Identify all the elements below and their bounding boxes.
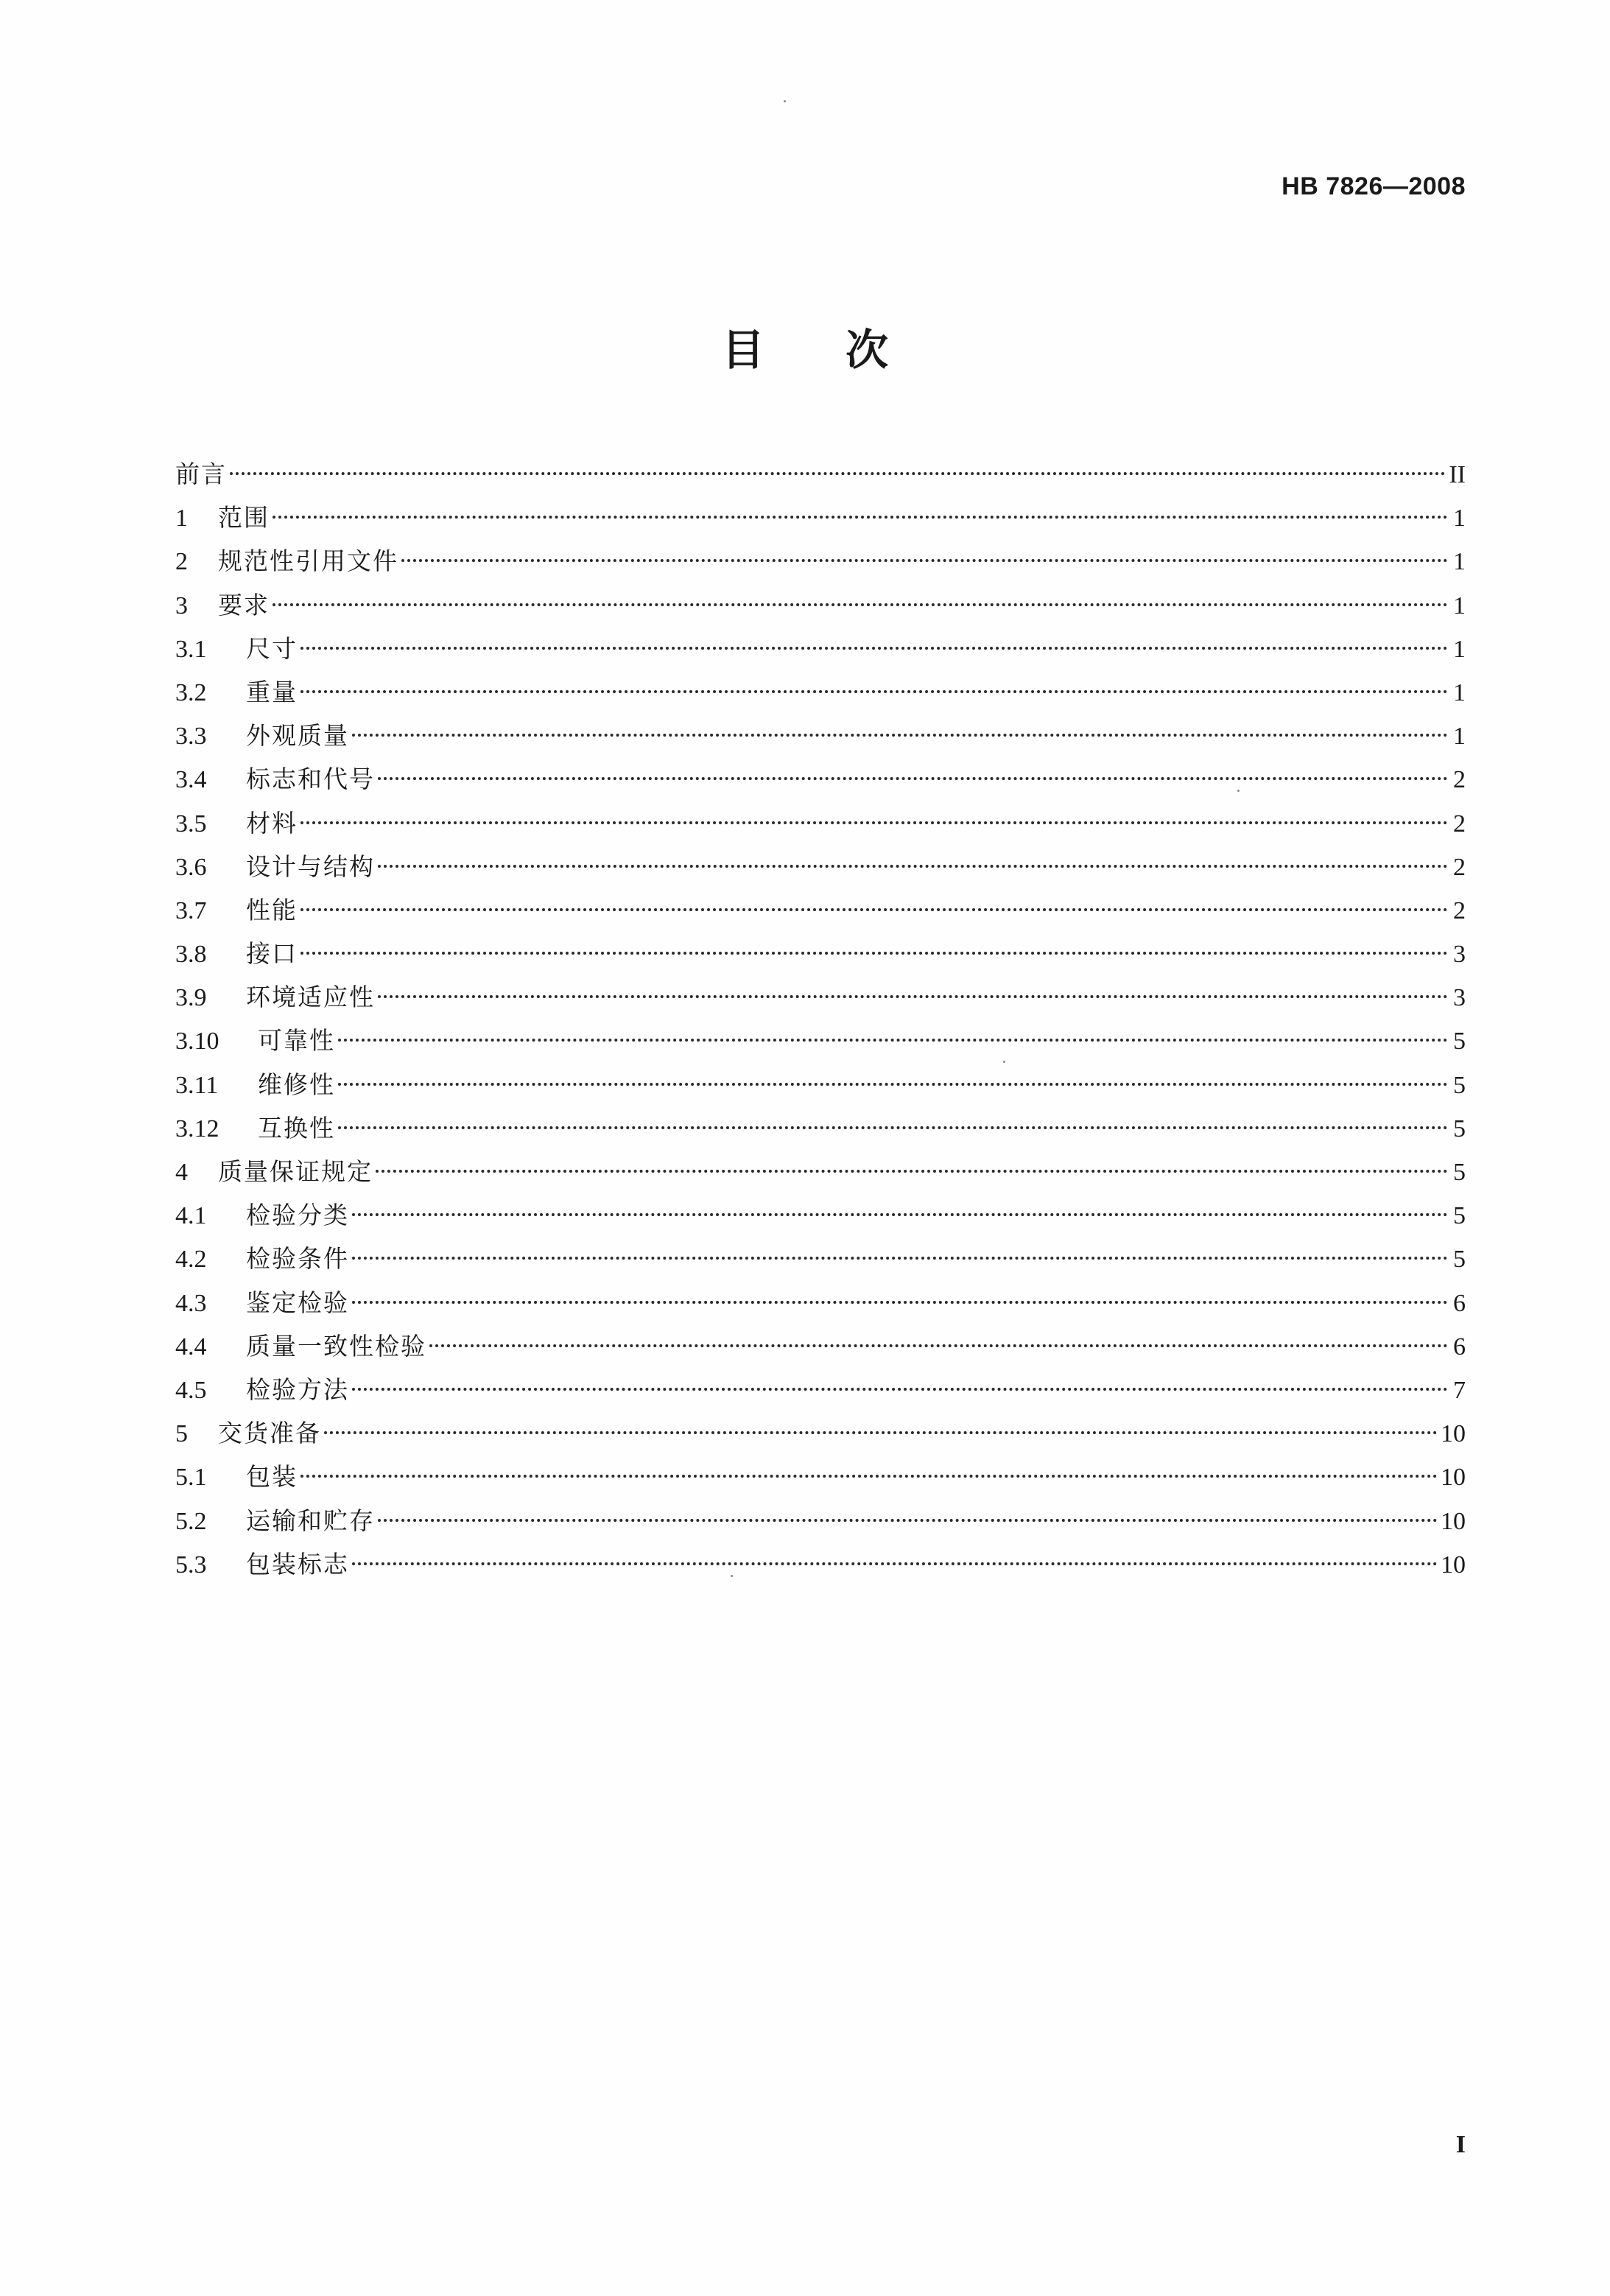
toc-entry-page: II (1449, 461, 1466, 488)
toc-dot-leader (352, 1257, 1448, 1260)
toc-dot-leader (352, 1301, 1448, 1304)
toc-entry-label: 检验条件 (246, 1244, 349, 1274)
toc-entry-page: 2 (1453, 810, 1466, 838)
toc-dot-leader (300, 647, 1448, 650)
toc-dot-leader (378, 865, 1448, 868)
toc-entry-page: 5 (1453, 1159, 1466, 1186)
page-number: I (1455, 2131, 1466, 2158)
toc-entry[interactable] (175, 496, 1466, 539)
toc-entry[interactable] (175, 932, 1466, 975)
toc-entry-label: 标志和代号 (246, 765, 375, 794)
toc-entry[interactable] (175, 1324, 1466, 1368)
toc-dot-leader (324, 1431, 1438, 1434)
toc-entry-label: 检验方法 (246, 1375, 349, 1404)
toc-dot-leader (401, 559, 1448, 562)
toc-entry[interactable] (175, 975, 1466, 1019)
toc-entry-label: 维修性 (258, 1070, 335, 1099)
toc-title: 目次 (721, 325, 969, 375)
toc-entry-label: 外观质量 (246, 721, 349, 751)
toc-dot-leader (300, 1475, 1438, 1478)
toc-entry[interactable] (175, 627, 1466, 670)
toc-entry[interactable] (175, 1237, 1466, 1280)
toc-dot-leader (378, 777, 1448, 780)
toc-entry-number: 2 (175, 548, 188, 576)
toc-dot-leader (352, 1562, 1438, 1565)
toc-entry-number: 3.9 (175, 984, 207, 1012)
toc-dot-leader (230, 472, 1446, 475)
toc-entry-number: 4.3 (175, 1289, 207, 1317)
toc-entry-number: 3.3 (175, 723, 207, 751)
toc-entry-label: 质量一致性检验 (246, 1331, 426, 1361)
toc-entry-label: 尺寸 (246, 633, 298, 663)
toc-entry-number: 3.10 (175, 1028, 219, 1056)
toc-dot-leader (300, 952, 1448, 955)
toc-dot-leader (300, 690, 1448, 693)
scan-speck (1003, 1061, 1005, 1063)
toc-entry-number: 5.1 (175, 1464, 207, 1492)
toc-entry-label: 检验分类 (246, 1201, 349, 1230)
toc-dot-leader (300, 821, 1448, 824)
toc-entry-number: 5 (175, 1420, 188, 1448)
toc-entry[interactable] (175, 1542, 1466, 1586)
toc-entry-page: 5 (1453, 1202, 1466, 1230)
toc-dot-leader (378, 995, 1448, 998)
toc-entry[interactable] (175, 1499, 1466, 1542)
toc-entry-page: 5 (1453, 1071, 1466, 1099)
toc-entry[interactable] (175, 1368, 1466, 1411)
toc-entry-number: 3.8 (175, 941, 207, 969)
toc-entry-page: 2 (1453, 766, 1466, 794)
toc-dot-leader (300, 908, 1448, 911)
toc-entry-page: 5 (1453, 1114, 1466, 1142)
toc-entry-page: 1 (1453, 723, 1466, 751)
scan-speck (731, 1575, 733, 1577)
toc-dot-leader (376, 1170, 1448, 1173)
toc-entry[interactable] (175, 714, 1466, 757)
toc-entry-label: 重量 (246, 677, 298, 706)
toc-entry-label: 交货准备 (218, 1419, 321, 1448)
toc-entry-number: 3.5 (175, 810, 207, 838)
toc-entry-label: 性能 (246, 895, 298, 924)
toc-dot-leader (338, 1083, 1448, 1086)
toc-entry-label: 接口 (246, 939, 298, 969)
toc-entry[interactable] (175, 583, 1466, 627)
toc-dot-leader (352, 1388, 1448, 1391)
toc-entry-number: 5.2 (175, 1507, 207, 1535)
toc-entry-page: 10 (1441, 1507, 1466, 1535)
toc-entry-page: 10 (1441, 1464, 1466, 1492)
toc-entry[interactable] (175, 845, 1466, 888)
toc-entry-label: 可靠性 (258, 1026, 335, 1056)
toc-entry-number: 1 (175, 505, 188, 533)
toc-entry-label: 包装 (246, 1462, 298, 1492)
toc-entry-number: 3.11 (175, 1071, 219, 1099)
toc-entry-page: 3 (1453, 984, 1466, 1012)
toc-dot-leader (378, 1519, 1438, 1522)
toc-entry[interactable] (175, 1106, 1466, 1150)
toc-entry-page: 3 (1453, 941, 1466, 969)
toc-entry-number: 3.6 (175, 853, 207, 881)
toc-entry-label: 质量保证规定 (218, 1157, 373, 1186)
toc-entry-number: 3.12 (175, 1114, 219, 1142)
scan-speck (1237, 790, 1240, 792)
table-of-contents (175, 452, 1466, 1586)
toc-entry-page: 2 (1453, 853, 1466, 881)
toc-entry-number: 3.1 (175, 635, 207, 663)
toc-entry[interactable] (175, 888, 1466, 932)
toc-entry-number: 3 (175, 591, 188, 619)
toc-entry-page: 1 (1453, 548, 1466, 576)
toc-entry-number: 4.2 (175, 1246, 207, 1274)
toc-entry-label: 包装标志 (246, 1549, 349, 1579)
toc-entry[interactable] (175, 1455, 1466, 1498)
toc-entry-page: 6 (1453, 1333, 1466, 1361)
toc-entry-page: 7 (1453, 1376, 1466, 1404)
toc-entry-number: 3.4 (175, 766, 207, 794)
toc-entry-label: 鉴定检验 (246, 1288, 349, 1317)
toc-entry-label: 前言 (175, 460, 227, 488)
toc-entry-page: 1 (1453, 505, 1466, 533)
toc-entry-number: 5.3 (175, 1551, 207, 1579)
toc-dot-leader (429, 1344, 1448, 1347)
toc-entry[interactable] (175, 1019, 1466, 1062)
toc-entry[interactable] (175, 1281, 1466, 1324)
toc-entry-page: 2 (1453, 896, 1466, 924)
toc-entry-number: 4.4 (175, 1333, 207, 1361)
toc-entry-number: 4 (175, 1159, 188, 1186)
toc-entry-label: 范围 (218, 503, 270, 533)
toc-dot-leader (273, 603, 1448, 606)
toc-entry-label: 规范性引用文件 (218, 547, 398, 576)
toc-entry[interactable] (175, 1063, 1466, 1106)
scan-speck (784, 100, 786, 102)
toc-entry-label: 运输和贮存 (246, 1506, 375, 1535)
toc-entry[interactable] (175, 757, 1466, 801)
toc-entry[interactable] (175, 1150, 1466, 1193)
toc-entry-number: 3.7 (175, 896, 207, 924)
toc-entry-number: 4.1 (175, 1202, 207, 1230)
toc-dot-leader (352, 1213, 1448, 1216)
toc-entry-page: 1 (1453, 635, 1466, 663)
toc-entry-page: 10 (1441, 1420, 1466, 1448)
toc-entry[interactable] (175, 539, 1466, 583)
toc-dot-leader (338, 1126, 1448, 1129)
toc-dot-leader (338, 1039, 1448, 1042)
toc-entry-label: 设计与结构 (246, 852, 375, 881)
toc-entry-page: 5 (1453, 1246, 1466, 1274)
toc-entry-label: 环境适应性 (246, 983, 375, 1012)
toc-entry-page: 5 (1453, 1028, 1466, 1056)
toc-entry-page: 10 (1441, 1551, 1466, 1579)
toc-entry-label: 要求 (218, 590, 270, 619)
toc-entry[interactable] (175, 801, 1466, 845)
toc-entry-number: 3.2 (175, 678, 207, 706)
toc-entry-page: 6 (1453, 1289, 1466, 1317)
toc-dot-leader (352, 734, 1448, 737)
toc-entry[interactable] (175, 452, 1466, 496)
toc-entry-page: 1 (1453, 591, 1466, 619)
toc-entry-label: 材料 (246, 808, 298, 838)
toc-entry[interactable] (175, 1411, 1466, 1455)
standard-number: HB 7826—2008 (1282, 172, 1466, 200)
toc-entry-number: 4.5 (175, 1376, 207, 1404)
toc-entry-page: 1 (1453, 678, 1466, 706)
toc-dot-leader (273, 516, 1448, 519)
toc-entry-label: 互换性 (258, 1113, 335, 1142)
toc-entry[interactable] (175, 670, 1466, 714)
toc-entry[interactable] (175, 1193, 1466, 1237)
